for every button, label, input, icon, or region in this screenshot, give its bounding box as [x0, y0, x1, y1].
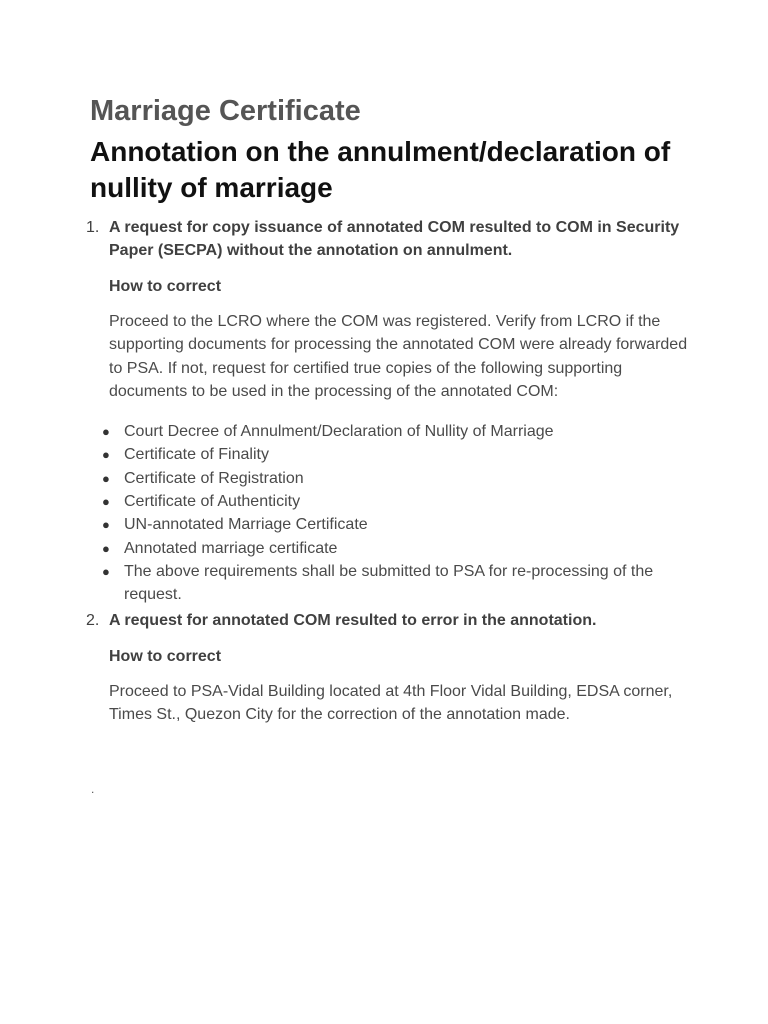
requirement-text: Certificate of Registration — [124, 469, 304, 487]
requirement-text: Annotated marriage certificate — [124, 539, 338, 557]
bullet-icon: ● — [102, 563, 110, 579]
bullet-icon: ● — [102, 517, 110, 533]
issue-heading: A request for copy issuance of annotated COM resulted to COM in Security Paper (SECPA) without the annotation on annulment. — [109, 219, 680, 259]
issue-number: 1. — [86, 219, 100, 236]
requirement-item — [102, 560, 690, 607]
document-page — [86, 92, 690, 726]
issue-item-2 — [86, 609, 690, 727]
document-title: Marriage Certificate — [90, 95, 361, 127]
how-to-correct-label: How to correct — [109, 647, 222, 665]
bullet-icon: ● — [102, 470, 110, 486]
bullet-icon: ● — [102, 447, 110, 463]
requirements-list — [102, 420, 690, 606]
correction-instructions: Proceed to PSA-Vidal Building located at 4th Floor Vidal Building, EDSA corner, Times St., Quezon City for the correction of the annotation made. — [109, 682, 673, 723]
issue-list — [86, 216, 690, 726]
requirement-item — [102, 513, 690, 536]
bullet-icon: ● — [102, 540, 110, 556]
requirement-item — [102, 467, 690, 490]
bullet-icon: ● — [102, 494, 110, 510]
requirement-item — [102, 537, 690, 560]
bullet-icon: ● — [102, 424, 110, 440]
how-to-correct-label: How to correct — [109, 278, 222, 295]
document-subtitle: Annotation on the annulment/declaration of nullity of marriage — [90, 136, 671, 203]
issue-heading: A request for annotated COM resulted to error in the annotation. — [109, 611, 597, 629]
trailing-period-mark: . — [91, 782, 95, 796]
issue-item-1 — [86, 216, 690, 607]
requirement-item — [102, 420, 690, 443]
requirement-text: UN-annotated Marriage Certificate — [124, 516, 368, 534]
requirement-text: Certificate of Authenticity — [124, 493, 301, 511]
requirement-text: Court Decree of Annulment/Declaration of Nullity of Marriage — [124, 423, 554, 441]
issue-number: 2. — [86, 611, 100, 629]
requirement-text: The above requirements shall be submitted to PSA for re-processing of the request. — [124, 562, 654, 604]
requirement-text: Certificate of Finality — [124, 446, 269, 464]
correction-instructions: Proceed to the LCRO where the COM was registered. Verify from LCRO if the supporting documents for processing the annotated COM were already forwarded to PSA. If not, request for certified true copies of the following supporting documents to be used in the processing of the annotated COM: — [109, 313, 688, 400]
requirement-item — [102, 443, 690, 466]
requirement-item — [102, 490, 690, 513]
